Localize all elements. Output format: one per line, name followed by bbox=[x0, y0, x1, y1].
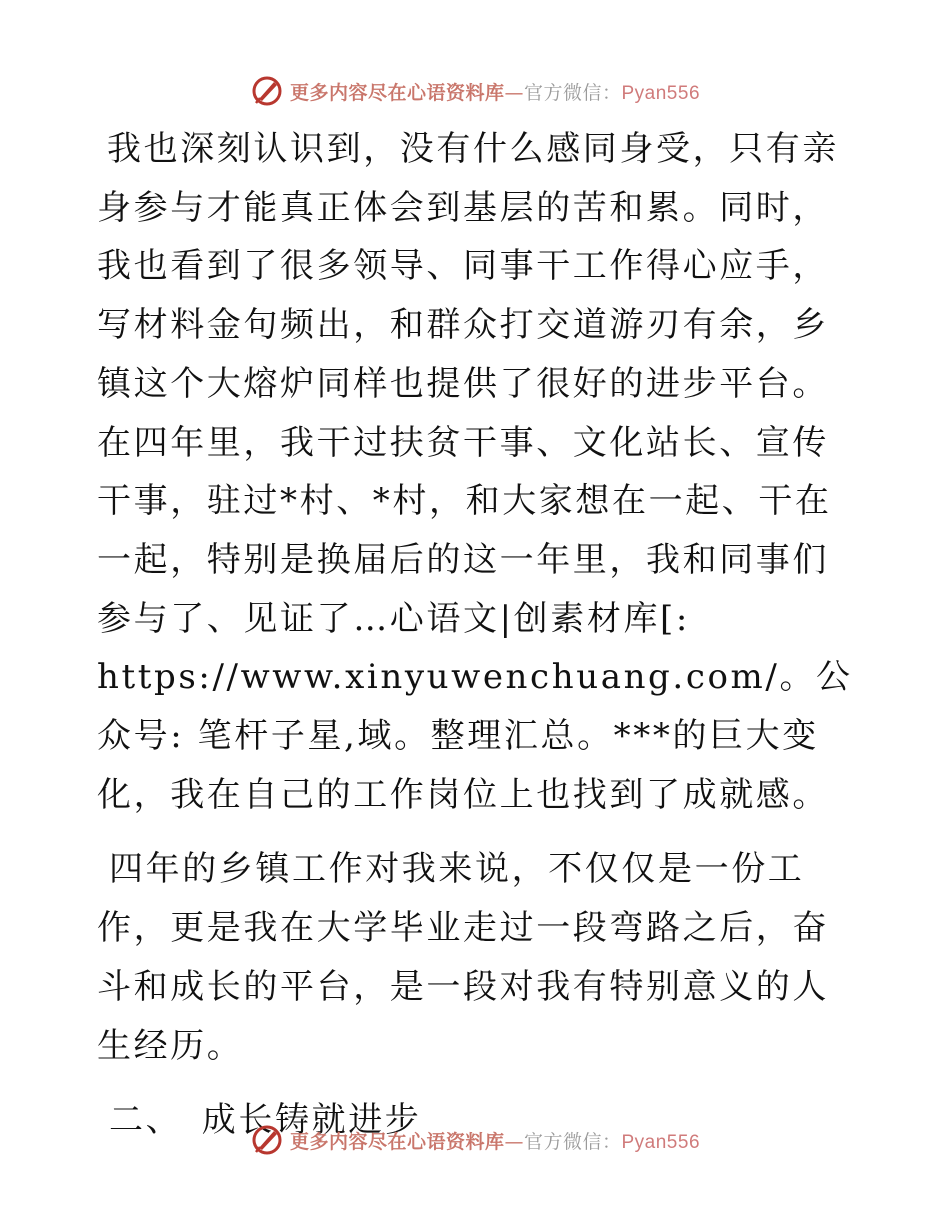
watermark-main: 更多内容尽在心语资料库 bbox=[289, 1130, 505, 1153]
quill-logo-icon bbox=[250, 74, 284, 108]
header-watermark-banner bbox=[0, 71, 950, 111]
quill-logo-icon bbox=[250, 1123, 284, 1157]
watermark-wechat-id: Pyan556 bbox=[621, 82, 701, 104]
watermark-text bbox=[290, 1127, 700, 1154]
watermark-dash: — bbox=[504, 1130, 524, 1153]
watermark-label: 官方微信： bbox=[523, 1130, 622, 1153]
watermark-main: 更多内容尽在心语资料库 bbox=[289, 81, 505, 104]
watermark-dash: — bbox=[504, 81, 524, 104]
watermark-text bbox=[290, 78, 700, 105]
watermark-wechat-id: Pyan556 bbox=[621, 1131, 701, 1153]
watermark-label: 官方微信： bbox=[523, 81, 622, 104]
section-heading: 二、 成长铸就进步 bbox=[109, 1100, 422, 1141]
body-paragraph-2: 四年的乡镇工作对我来说，不仅仅是一份工作，更是我在大学毕业走过一段弯路之后，奋斗和成长的平台，是一段对我有特别意义的人生经历。 bbox=[97, 849, 829, 1066]
body-paragraph-1: 我也深刻认识到，没有什么感同身受，只有亲身参与才能真正体会到基层的苦和累。同时，我也看到了很多领导、同事干工作得心应手，写材料金句频出，和群众打交道游刃有余，乡镇这个大熔炉同样也提供了很好的进步平台。在四年里，我干过扶贫干事、文化站长、宣传干事，驻过*村、*村，和大家想在一起、干在一起，特别是换届后的这一年里，我和同事们参与了、见证了…心语文|创素材库[: https://www.xinyuwenchuang.com/。公众号: 笔杆子星,域。整理汇总。***的巨大变化，我在自己的工作岗位上也找到了成就感。 bbox=[97, 129, 853, 815]
document-body bbox=[97, 120, 857, 1149]
footer-watermark-banner bbox=[0, 1120, 950, 1160]
